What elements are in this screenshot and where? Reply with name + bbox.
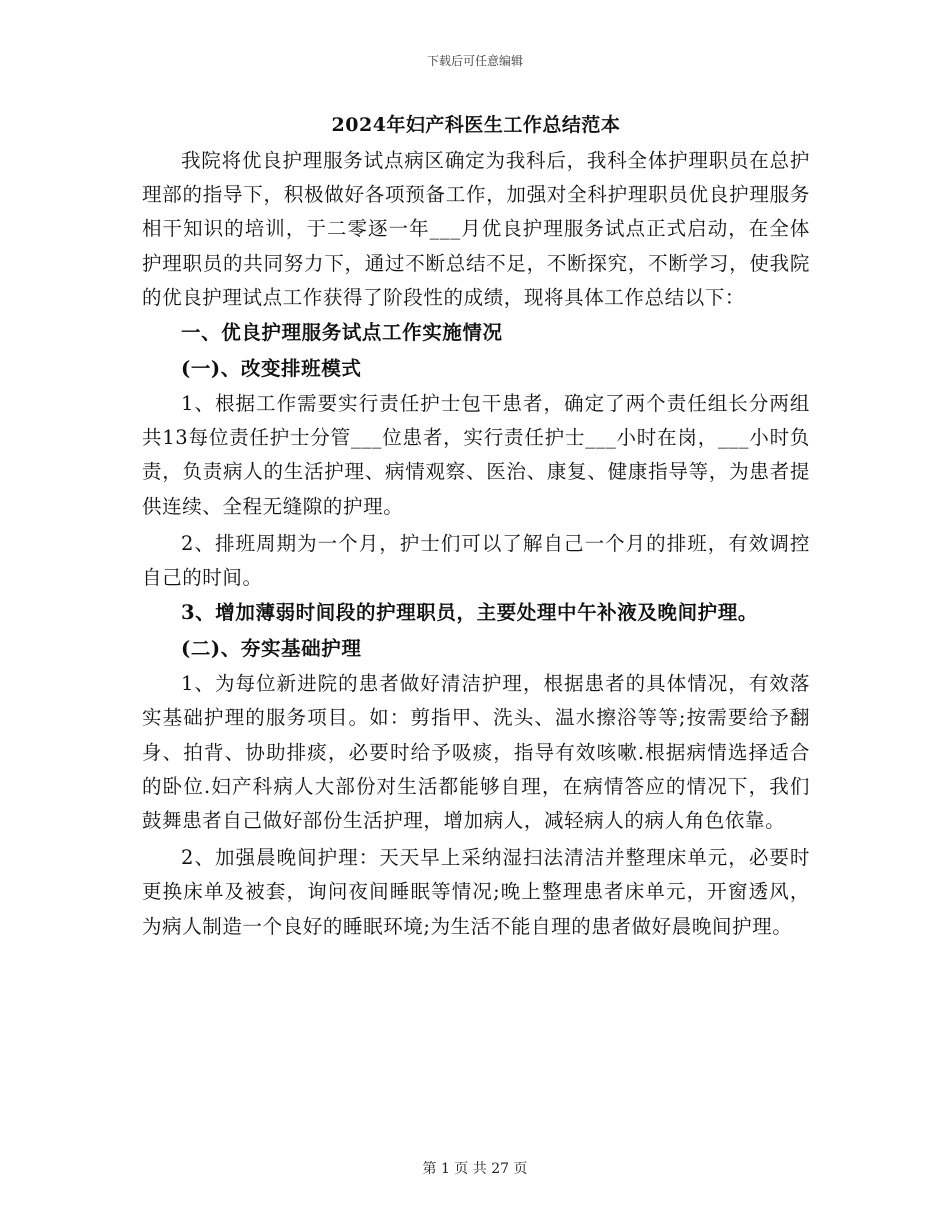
paragraph-scheduling-3: 3、增加薄弱时间段的护理职员，主要处理中午补液及晚间护理。: [181, 601, 758, 625]
paragraph-basic-care-1: 1、为每位新进院的患者做好清洁护理，根据患者的具体情况，有效落实基础护理的服务项目。如：剪指甲、洗头、温水擦浴等等;按需要给予翻身、拍背、协助排痰，必要时给予吸痰，指导有效咳嗽.根据病情选择适合的卧位.妇产科病人大部份对生活都能够自理，在病情答应的情况下，我们鼓舞患者自己做好部份生活护理，增加病人，减轻病人的病人角色依靠。: [142, 672, 810, 833]
paragraph-scheduling-1: 1、根据工作需要实行责任护士包干患者，确定了两个责任组长分两组共13每位责任护士分管___位患者，实行责任护士___小时在岗，___小时负责，负责病人的生活护理、病情观察、医治、康复、健康指导等，为患者提供连续、全程无缝隙的护理。: [142, 392, 810, 518]
intro-paragraph: 我院将优良护理服务试点病区确定为我科后，我科全体护理职员在总护理部的指导下，积极做好各项预备工作，加强对全科护理职员优良护理服务相干知识的培训，于二零逐一年___月优良护理服务试点正式启动，在全体护理职员的共同努力下，通过不断总结不足，不断探究，不断学习，使我院的优良护理试点工作获得了阶段性的成绩，现将具体工作总结以下：: [142, 149, 810, 309]
section-heading-1: 一、优良护理服务试点工作实施情况: [181, 321, 503, 345]
paragraph-basic-care-2: 2、加强晨晚间护理：天天早上采纳湿扫法清洁并整理床单元，必要时更换床单及被套，询问夜间睡眠等情况;晚上整理患者床单元，开窗透风，为病人制造一个良好的睡眠环境;为生活不能自理的患者做好晨晚间护理。: [142, 846, 810, 938]
page-header-note: 下载后可任意编辑: [426, 54, 523, 68]
document-title: 2024年妇产科医生工作总结范本: [331, 114, 621, 136]
subsection-heading-2: (二)、夯实基础护理: [181, 637, 362, 661]
paragraph-scheduling-2: 2、排班周期为一个月，护士们可以了解自己一个月的排班，有效调控自己的时间。: [142, 531, 810, 590]
subsection-heading-1: (一)、改变排班模式: [181, 357, 362, 381]
page-number: 第 1 页 共 27 页: [422, 1161, 528, 1177]
document-body: [142, 110, 810, 944]
